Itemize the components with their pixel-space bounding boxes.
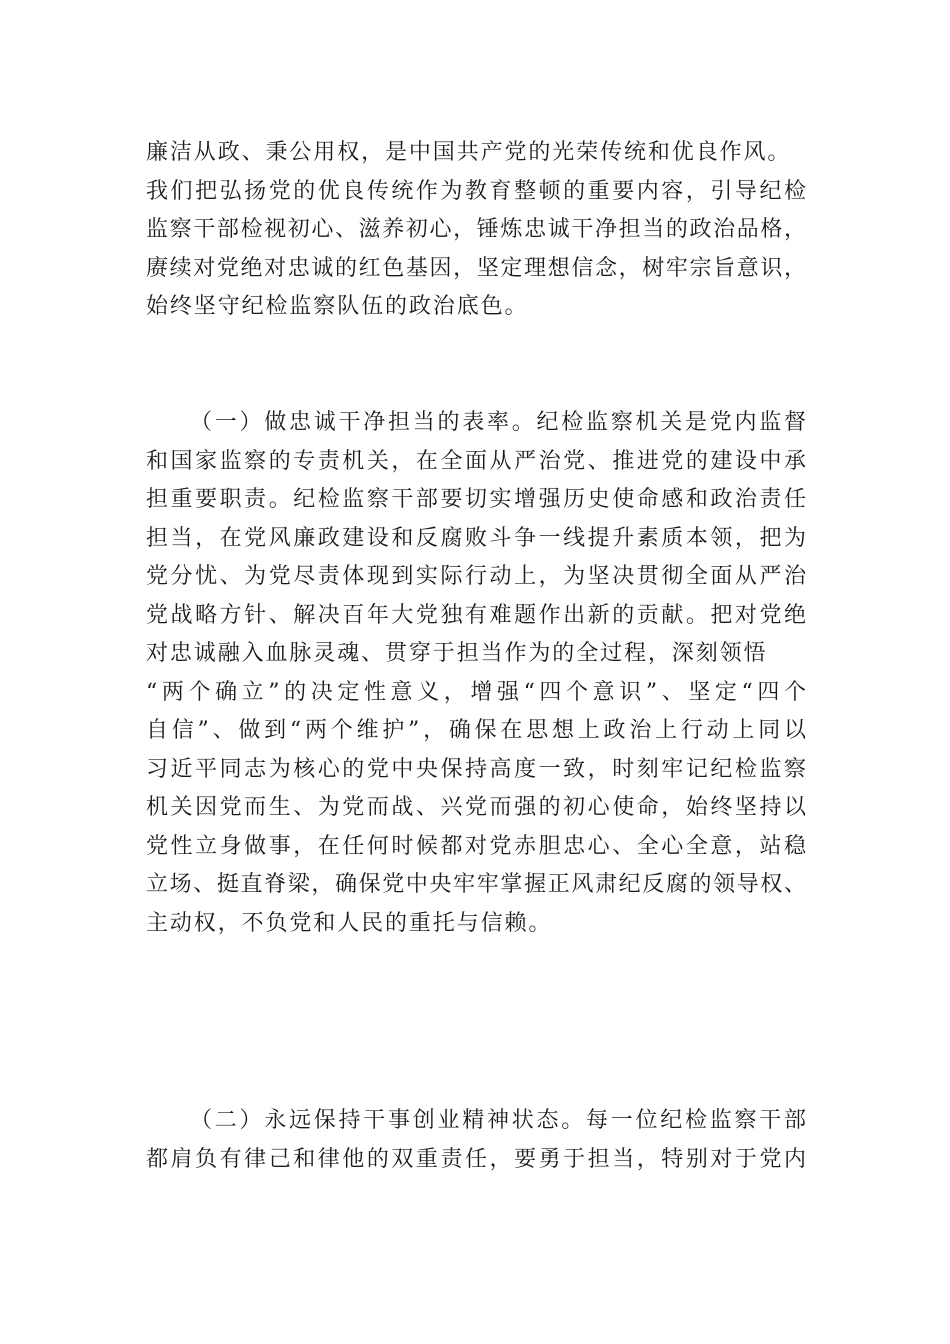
text-line: 都肩负有律己和律他的双重责任，要勇于担当，特别对于党内 bbox=[146, 1146, 806, 1172]
text-line: 党战略方针、解决百年大党独有难题作出新的贡献。把对党绝 bbox=[146, 602, 806, 628]
text-line: 赓续对党绝对忠诚的红色基因，坚定理想信念，树牢宗旨意识， bbox=[146, 255, 806, 281]
text-line: 机关因党而生、为党而战、兴党而强的初心使命，始终坚持以 bbox=[146, 795, 806, 820]
text-line: 党分忧、为党尽责体现到实际行动上，为坚决贯彻全面从严治 bbox=[146, 564, 806, 589]
text-line: 担重要职责。纪检监察干部要切实增强历史使命感和政治责任 bbox=[146, 487, 806, 512]
paragraph-section-2 bbox=[146, 1102, 806, 1179]
text-line: 党性立身做事，在任何时候都对党赤胆忠心、全心全意，站稳 bbox=[146, 833, 806, 859]
text-line: 主动权，不负党和人民的重托与信赖。 bbox=[146, 910, 553, 936]
text-line: 自信”、做到“两个维护”，确保在思想上政治上行动上同以 bbox=[146, 718, 806, 743]
section-heading-line: （二）永远保持干事创业精神状态。每一位纪检监察干部 bbox=[190, 1108, 806, 1133]
text-line: 立场、挺直脊梁，确保党中央牢牢掌握正风肃纪反腐的领导权、 bbox=[146, 872, 806, 897]
text-line: 习近平同志为核心的党中央保持高度一致，时刻牢记纪检监察 bbox=[146, 756, 806, 782]
paragraph-intro bbox=[146, 134, 806, 327]
text-line: 担当，在党风廉政建设和反腐败斗争一线提升素质本领，把为 bbox=[146, 525, 806, 551]
text-line: “两个确立”的决定性意义，增强“四个意识”、坚定“四个 bbox=[146, 679, 806, 705]
paragraph-section-1 bbox=[146, 404, 806, 943]
text-line: 廉洁从政、秉公用权，是中国共产党的光荣传统和优良作风。 bbox=[146, 140, 792, 165]
text-line: 对忠诚融入血脉灵魂、贯穿于担当作为的全过程，深刻领悟 bbox=[146, 641, 768, 666]
text-line: 监察干部检视初心、滋养初心，锤炼忠诚干净担当的政治品格， bbox=[146, 217, 806, 242]
text-line: 我们把弘扬党的优良传统作为教育整顿的重要内容，引导纪检 bbox=[146, 178, 806, 204]
text-line: 和国家监察的专责机关，在全面从严治党、推进党的建设中承 bbox=[146, 448, 806, 474]
text-line: 始终坚守纪检监察队伍的政治底色。 bbox=[146, 294, 529, 319]
section-heading-line: （一）做忠诚干净担当的表率。纪检监察机关是党内监督 bbox=[190, 410, 806, 435]
